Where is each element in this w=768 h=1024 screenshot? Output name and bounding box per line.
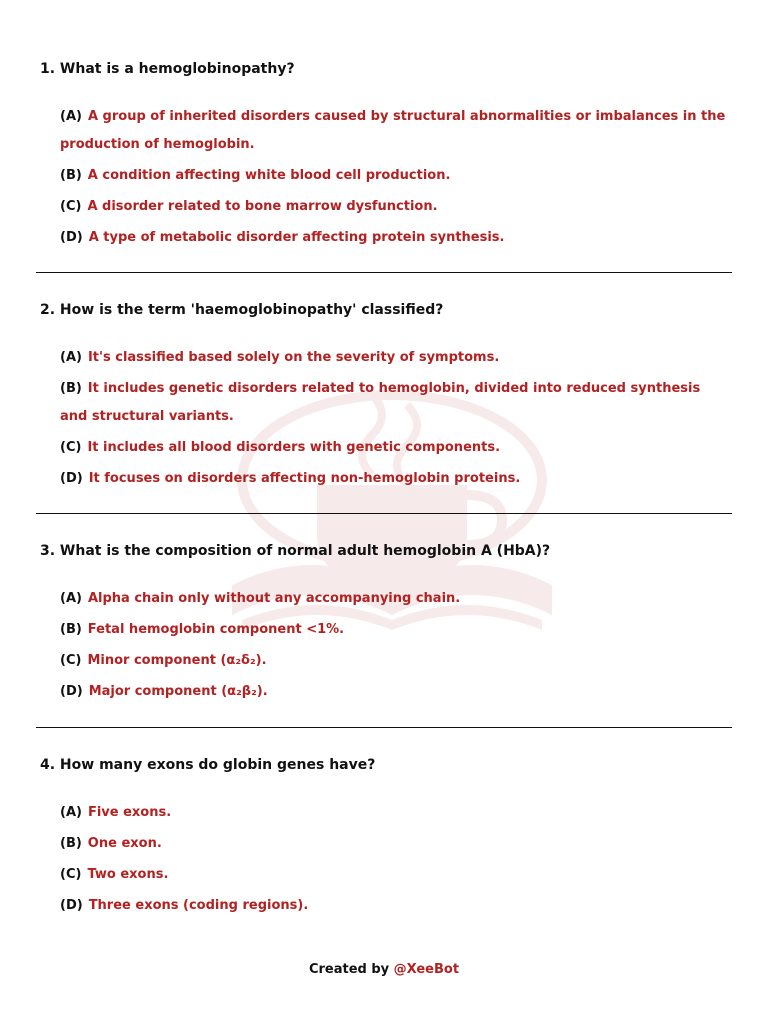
option-letter: (A) [60, 350, 82, 365]
option-a [60, 585, 730, 613]
option-text: Two exons. [87, 867, 169, 882]
question-title: 3. What is the composition of normal adult hemoglobin A (HbA)? [40, 543, 551, 559]
question-title: 2. How is the term 'haemoglobinopathy' classified? [40, 302, 444, 318]
option-letter: (C) [60, 653, 82, 668]
option-text: One exon. [87, 836, 162, 851]
option-c [60, 193, 730, 221]
option-b [60, 162, 730, 190]
option-text: It's classified based solely on the severity of symptoms. [87, 350, 500, 365]
option-text: A disorder related to bone marrow dysfunction. [87, 199, 438, 214]
question-title: 1. What is a hemoglobinopathy? [40, 61, 295, 77]
option-letter: (B) [60, 381, 82, 396]
option-text: A type of metabolic disorder affecting protein synthesis. [88, 230, 505, 245]
option-text: Three exons (coding regions). [88, 898, 309, 913]
option-letter: (B) [60, 622, 82, 637]
option-d [60, 224, 730, 252]
question-1 [40, 60, 730, 252]
option-text: Five exons. [87, 805, 172, 820]
question-2 [40, 301, 730, 493]
option-letter: (C) [60, 440, 82, 455]
option-c [60, 434, 730, 462]
option-letter: (C) [60, 199, 82, 214]
option-d [60, 678, 730, 706]
author-handle-link[interactable]: @XeeBot [393, 962, 460, 977]
option-letter: (A) [60, 591, 82, 606]
footer-credit [0, 962, 768, 977]
option-text: Fetal hemoglobin component <1%. [87, 622, 345, 637]
option-a [60, 799, 730, 827]
option-text: It focuses on disorders affecting non-hemoglobin proteins. [88, 471, 521, 486]
option-a [60, 344, 730, 372]
option-letter: (D) [60, 684, 83, 699]
option-letter: (D) [60, 898, 83, 913]
option-letter: (A) [60, 109, 82, 124]
option-letter: (B) [60, 836, 82, 851]
option-b [60, 375, 730, 431]
option-b [60, 616, 730, 644]
question-title: 4. How many exons do globin genes have? [40, 757, 376, 773]
question-4 [40, 756, 730, 920]
option-text: A condition affecting white blood cell production. [87, 168, 451, 183]
option-d [60, 892, 730, 920]
option-letter: (D) [60, 230, 83, 245]
option-c [60, 861, 730, 889]
option-text: A group of inherited disorders caused by structural abnormalities or imbalances in the production of hemoglobin. [60, 109, 726, 152]
divider [36, 513, 732, 514]
option-letter: (A) [60, 805, 82, 820]
option-c [60, 647, 730, 675]
option-b [60, 830, 730, 858]
option-text: It includes genetic disorders related to hemoglobin, divided into reduced synthesis and structural variants. [60, 381, 701, 424]
option-letter: (B) [60, 168, 82, 183]
option-text: It includes all blood disorders with genetic components. [87, 440, 501, 455]
option-text: Major component (α₂β₂). [88, 684, 268, 699]
question-3 [40, 542, 730, 706]
option-text: Minor component (α₂δ₂). [87, 653, 267, 668]
divider [36, 272, 732, 273]
option-a [60, 103, 730, 159]
option-letter: (D) [60, 471, 83, 486]
option-letter: (C) [60, 867, 82, 882]
option-text: Alpha chain only without any accompanying chain. [87, 591, 461, 606]
divider [36, 727, 732, 728]
footer-prefix: Created by [308, 962, 394, 977]
option-d [60, 465, 730, 493]
